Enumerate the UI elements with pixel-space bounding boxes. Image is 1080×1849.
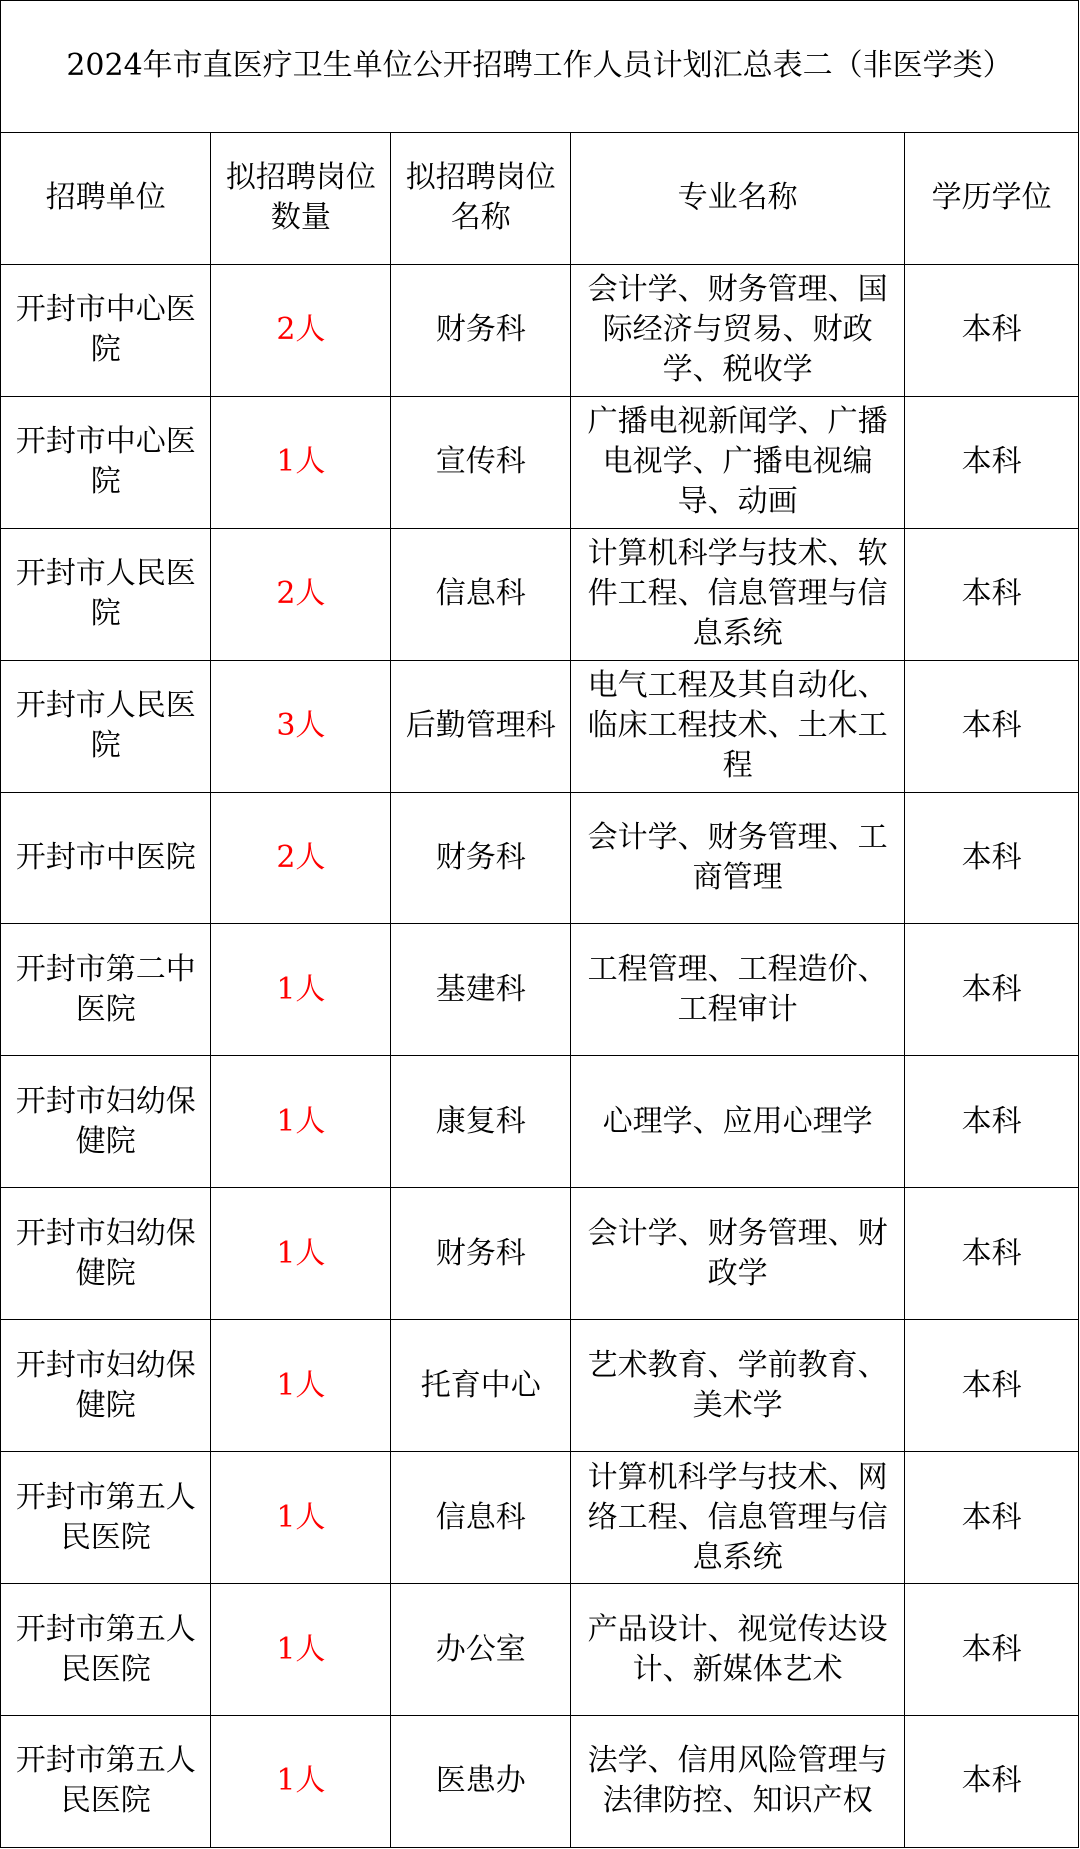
post-cell: 信息科 <box>391 1452 571 1584</box>
unit-cell: 开封市人民医院 <box>1 528 211 660</box>
table-row <box>1 396 1079 528</box>
count-cell: 2人 <box>211 528 391 660</box>
count-cell: 1人 <box>211 1320 391 1452</box>
table-body <box>1 1 1079 1848</box>
post-cell: 后勤管理科 <box>391 660 571 792</box>
major-cell: 会计学、财务管理、财政学 <box>571 1188 905 1320</box>
unit-cell: 开封市中心医院 <box>1 264 211 396</box>
table-row <box>1 924 1079 1056</box>
title-row <box>1 1 1079 133</box>
count-cell: 2人 <box>211 264 391 396</box>
degree-cell: 本科 <box>905 1188 1079 1320</box>
unit-cell: 开封市妇幼保健院 <box>1 1188 211 1320</box>
count-cell: 1人 <box>211 1452 391 1584</box>
header-count: 拟招聘岗位数量 <box>211 132 391 264</box>
major-cell: 产品设计、视觉传达设计、新媒体艺术 <box>571 1584 905 1716</box>
table-row <box>1 1584 1079 1716</box>
post-cell: 信息科 <box>391 528 571 660</box>
unit-cell: 开封市第二中医院 <box>1 924 211 1056</box>
unit-cell: 开封市妇幼保健院 <box>1 1056 211 1188</box>
table-row <box>1 1056 1079 1188</box>
post-cell: 康复科 <box>391 1056 571 1188</box>
post-cell: 办公室 <box>391 1584 571 1716</box>
header-post: 拟招聘岗位名称 <box>391 132 571 264</box>
header-major: 专业名称 <box>571 132 905 264</box>
table-row <box>1 1320 1079 1452</box>
table-row <box>1 264 1079 396</box>
degree-cell: 本科 <box>905 792 1079 924</box>
count-cell: 2人 <box>211 792 391 924</box>
major-cell: 广播电视新闻学、广播电视学、广播电视编导、动画 <box>571 396 905 528</box>
degree-cell: 本科 <box>905 1715 1079 1847</box>
post-cell: 宣传科 <box>391 396 571 528</box>
table-row <box>1 1715 1079 1847</box>
table-row <box>1 1452 1079 1584</box>
major-cell: 心理学、应用心理学 <box>571 1056 905 1188</box>
major-cell: 法学、信用风险管理与法律防控、知识产权 <box>571 1715 905 1847</box>
table-row <box>1 1188 1079 1320</box>
degree-cell: 本科 <box>905 396 1079 528</box>
count-cell: 1人 <box>211 1715 391 1847</box>
unit-cell: 开封市人民医院 <box>1 660 211 792</box>
post-cell: 财务科 <box>391 264 571 396</box>
degree-cell: 本科 <box>905 1320 1079 1452</box>
count-cell: 1人 <box>211 1056 391 1188</box>
major-cell: 会计学、财务管理、工商管理 <box>571 792 905 924</box>
unit-cell: 开封市妇幼保健院 <box>1 1320 211 1452</box>
table-row <box>1 528 1079 660</box>
major-cell: 工程管理、工程造价、工程审计 <box>571 924 905 1056</box>
degree-cell: 本科 <box>905 1452 1079 1584</box>
count-cell: 3人 <box>211 660 391 792</box>
table-row <box>1 792 1079 924</box>
unit-cell: 开封市中医院 <box>1 792 211 924</box>
post-cell: 财务科 <box>391 1188 571 1320</box>
major-cell: 会计学、财务管理、国际经济与贸易、财政学、税收学 <box>571 264 905 396</box>
count-cell: 1人 <box>211 924 391 1056</box>
degree-cell: 本科 <box>905 1584 1079 1716</box>
unit-cell: 开封市中心医院 <box>1 396 211 528</box>
post-cell: 托育中心 <box>391 1320 571 1452</box>
major-cell: 计算机科学与技术、软件工程、信息管理与信息系统 <box>571 528 905 660</box>
count-cell: 1人 <box>211 1584 391 1716</box>
header-degree: 学历学位 <box>905 132 1079 264</box>
degree-cell: 本科 <box>905 528 1079 660</box>
post-cell: 基建科 <box>391 924 571 1056</box>
unit-cell: 开封市第五人民医院 <box>1 1452 211 1584</box>
degree-cell: 本科 <box>905 264 1079 396</box>
unit-cell: 开封市第五人民医院 <box>1 1715 211 1847</box>
count-cell: 1人 <box>211 1188 391 1320</box>
major-cell: 电气工程及其自动化、临床工程技术、土木工程 <box>571 660 905 792</box>
major-cell: 计算机科学与技术、网络工程、信息管理与信息系统 <box>571 1452 905 1584</box>
major-cell: 艺术教育、学前教育、美术学 <box>571 1320 905 1452</box>
count-cell: 1人 <box>211 396 391 528</box>
unit-cell: 开封市第五人民医院 <box>1 1584 211 1716</box>
header-unit: 招聘单位 <box>1 132 211 264</box>
table-row <box>1 660 1079 792</box>
degree-cell: 本科 <box>905 924 1079 1056</box>
document-title: 2024年市直医疗卫生单位公开招聘工作人员计划汇总表二（非医学类） <box>1 1 1079 133</box>
degree-cell: 本科 <box>905 1056 1079 1188</box>
degree-cell: 本科 <box>905 660 1079 792</box>
post-cell: 医患办 <box>391 1715 571 1847</box>
post-cell: 财务科 <box>391 792 571 924</box>
header-row <box>1 132 1079 264</box>
